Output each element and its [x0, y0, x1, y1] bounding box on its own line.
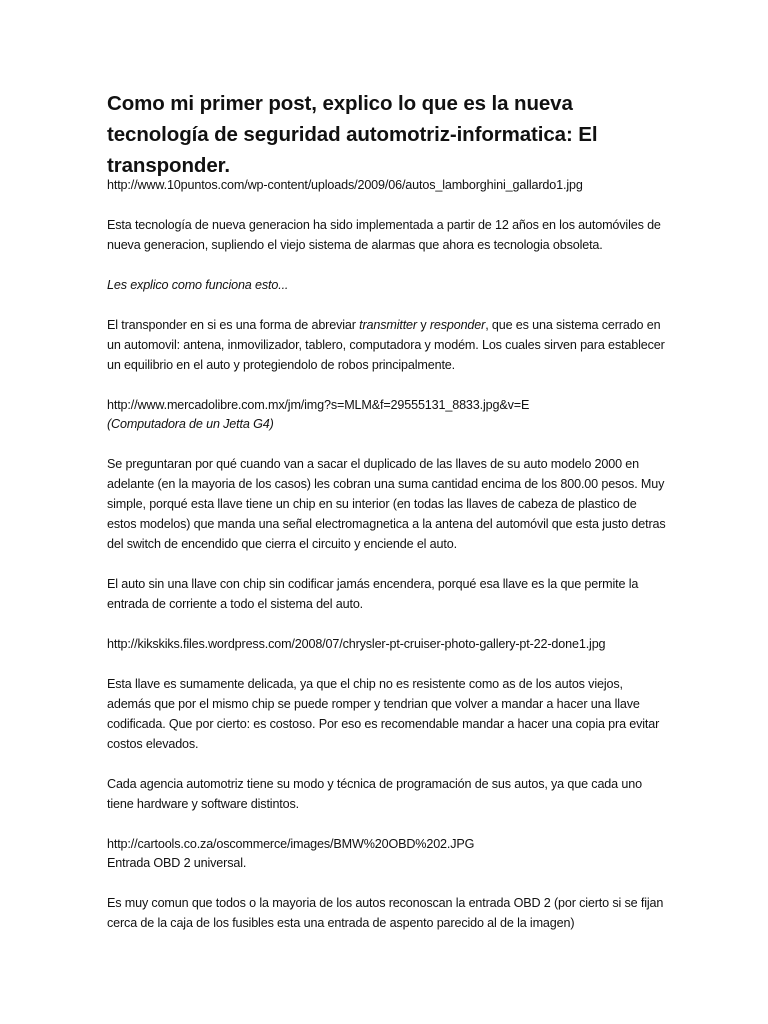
paragraph-delicate-key: Esta llave es sumamente delicada, ya que el chip no es resistente como as de los autos viejos, además que por el mismo chip se puede romper y tendrian que volver a mandar a hacer una llave codificada. Que por cierto: es costoso. Por eso es recomendable mandar a hacer una copia pra evitar costos elevados.: [107, 677, 660, 751]
text-span: y: [416, 318, 430, 332]
paragraph-obd2: Es muy comun que todos o la mayoria de los autos reconoscan la entrada OBD 2 (por cierto si se fijan cerca de la caja de los fusibles esta una entrada de aspento parecido al de la imagen): [107, 896, 664, 930]
paragraph-intro: Esta tecnología de nueva generacion ha sido implementada a partir de 12 años en los automóviles de nueva generacion, supliendo el viejo sistema de alarmas que ahora es tecnologia obsoleta.: [107, 218, 661, 252]
image-url-mercadolibre: http://www.mercadolibre.com.mx/jm/img?s=MLM&f=29555131_8833.jpg&v=E: [107, 398, 530, 412]
image-caption-jetta: (Computadora de un Jetta G4): [107, 417, 274, 431]
image-url-kikskiks: http://kikskiks.files.wordpress.com/2008/07/chrysler-pt-cruiser-photo-gallery-pt-22-done1.jpg: [107, 637, 606, 651]
text-span: , que es una sistema cerrado en un automovil: antena, inmovilizador, tablero, computadora y modém. Los cuales sirven para establecer un equilibrio en el auto y protegiendolo de robos principalmente.: [107, 318, 665, 372]
paragraph-transponder: [107, 315, 667, 375]
image-url-lamborghini: http://www.10puntos.com/wp-content/uploads/2009/06/autos_lamborghini_gallardo1.jpg: [107, 178, 583, 192]
text-span: El transponder en si es una forma de abreviar: [107, 318, 360, 332]
image-url-cartools: http://cartools.co.za/oscommerce/images/BMW%20OBD%202.JPG: [107, 837, 475, 851]
paragraph-chip-key: El auto sin una llave con chip sin codificar jamás encendera, porqué esa llave es la que permite la entrada de corriente a todo el sistema del auto.: [107, 577, 639, 611]
subheading: Les explico como funciona esto...: [107, 278, 289, 292]
term-responder: responder: [429, 318, 486, 332]
document-title: Como mi primer post, explico lo que es la nueva tecnología de seguridad automotriz-informatica: El transponder.: [107, 92, 598, 177]
paragraph-duplicate-keys: Se preguntaran por qué cuando van a sacar el duplicado de las llaves de su auto modelo 2000 en adelante (en la mayoria de los casos) les cobran una suma cantidad encima de los 800.00 pesos. Muy simple, porqué esta llave tiene un chip en su interior (en todas las llaves de cabeza de plastico de estos modelos) que manda una señal electromagnetica a la antena del automóvil que esta justo detras del switch de encendido que cierra el circuito y enciende el auto.: [107, 457, 666, 551]
term-transmitter: transmitter: [359, 318, 417, 332]
image-caption-obd: Entrada OBD 2 universal.: [107, 856, 247, 870]
paragraph-agency: Cada agencia automotriz tiene su modo y técnica de programación de sus autos, ya que cada uno tiene hardware y software distintos.: [107, 777, 642, 811]
